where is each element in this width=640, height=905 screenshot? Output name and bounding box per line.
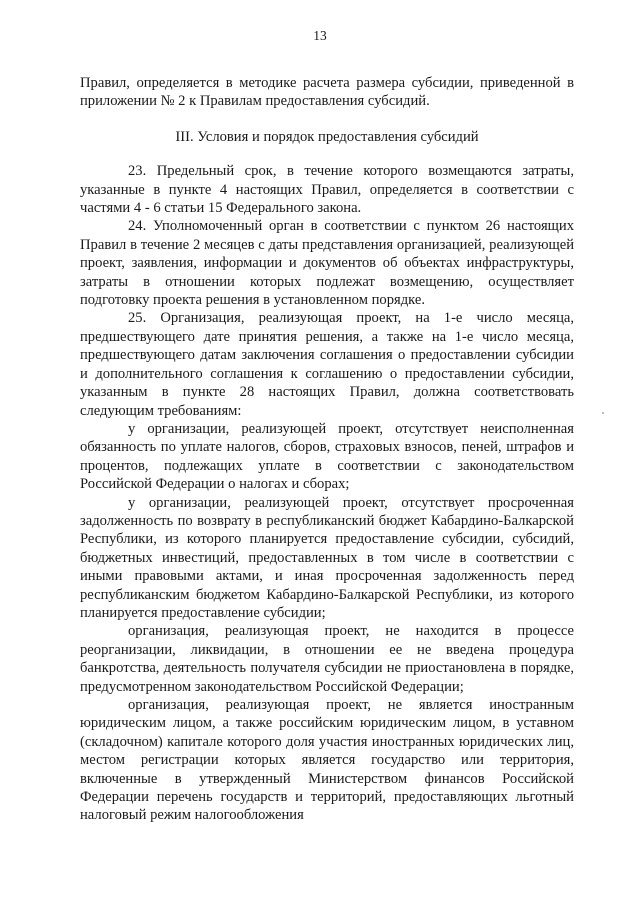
paragraph-25: 25. Организация, реализующая проект, на 1-е число месяца, предшествующего дате принятия решения, а также на 1-е число месяца, предшествующего датам заключения соглашения о предоставлении субсидии и дополнительного соглашения к соглашению о предоставлении субсидии, указанным в пункте 28 настоящих Правил, должна соответствовать следующим требованиям:: [80, 310, 574, 419]
paragraph-23: 23. Предельный срок, в течение которого возмещаются затраты, указанные в пункте 4 настоящих Правил, определяется в соответствии с частями 4 - 6 статьи 15 Федерального закона.: [80, 163, 574, 217]
document-body: [80, 74, 574, 825]
scan-speck: [602, 412, 604, 414]
requirement-no-reorganization: организация, реализующая проект, не находится в процессе реорганизации, ликвидации, в отношении ее не введена процедура банкротства, деятельность получателя субсидии не приостановлена в порядке, предусмотренном законодательством Российской Федерации;: [80, 623, 574, 695]
paragraph-24: 24. Уполномоченный орган в соответствии с пунктом 26 настоящих Правил в течение 2 месяцев с даты представления организацией, реализующей проект, заявления, информации и документов об объектах инфраструктуры, затраты в отношении которых подлежат возмещению, осуществляет подготовку проекта решения в установленном порядке.: [80, 218, 574, 309]
requirement-not-foreign: организация, реализующая проект, не является иностранным юридическим лицом, а также российским юридическим лицом, в уставном (складочном) капитале которого доля участия иностранных юридических лиц, местом регистрации которых является государство или территория, включенные в утвержденный Министерством финансов Российской Федерации перечень государств и территорий, предоставляющих льготный налоговый режим налогообложения: [80, 697, 574, 824]
section-heading: III. Условия и порядок предоставления субсидий: [175, 128, 479, 145]
requirement-overdue-debt: у организации, реализующей проект, отсутствует просроченная задолженность по возврату в республиканский бюджет Кабардино-Балкарской Республики, из которого планируется предоставление субсидии, субсидий, бюджетных инвестиций, предоставленных в том числе в соответствии с иными правовыми актами, и иная просроченная задолженность перед республиканским бюджетом Кабардино-Балкарской Республики, из которого планируется предоставление субсидии;: [80, 494, 574, 621]
page-number: 13: [313, 28, 327, 43]
intro-paragraph: Правил, определяется в методике расчета размера субсидии, приведенной в приложении № 2 к Правилам предоставления субсидий.: [80, 75, 574, 110]
requirement-taxes: у организации, реализующей проект, отсутствует неисполненная обязанность по уплате налогов, сборов, страховых взносов, пеней, штрафов и процентов, подлежащих уплате в соответствии с законодательством Российской Федерации о налогах и сборах;: [80, 420, 574, 493]
